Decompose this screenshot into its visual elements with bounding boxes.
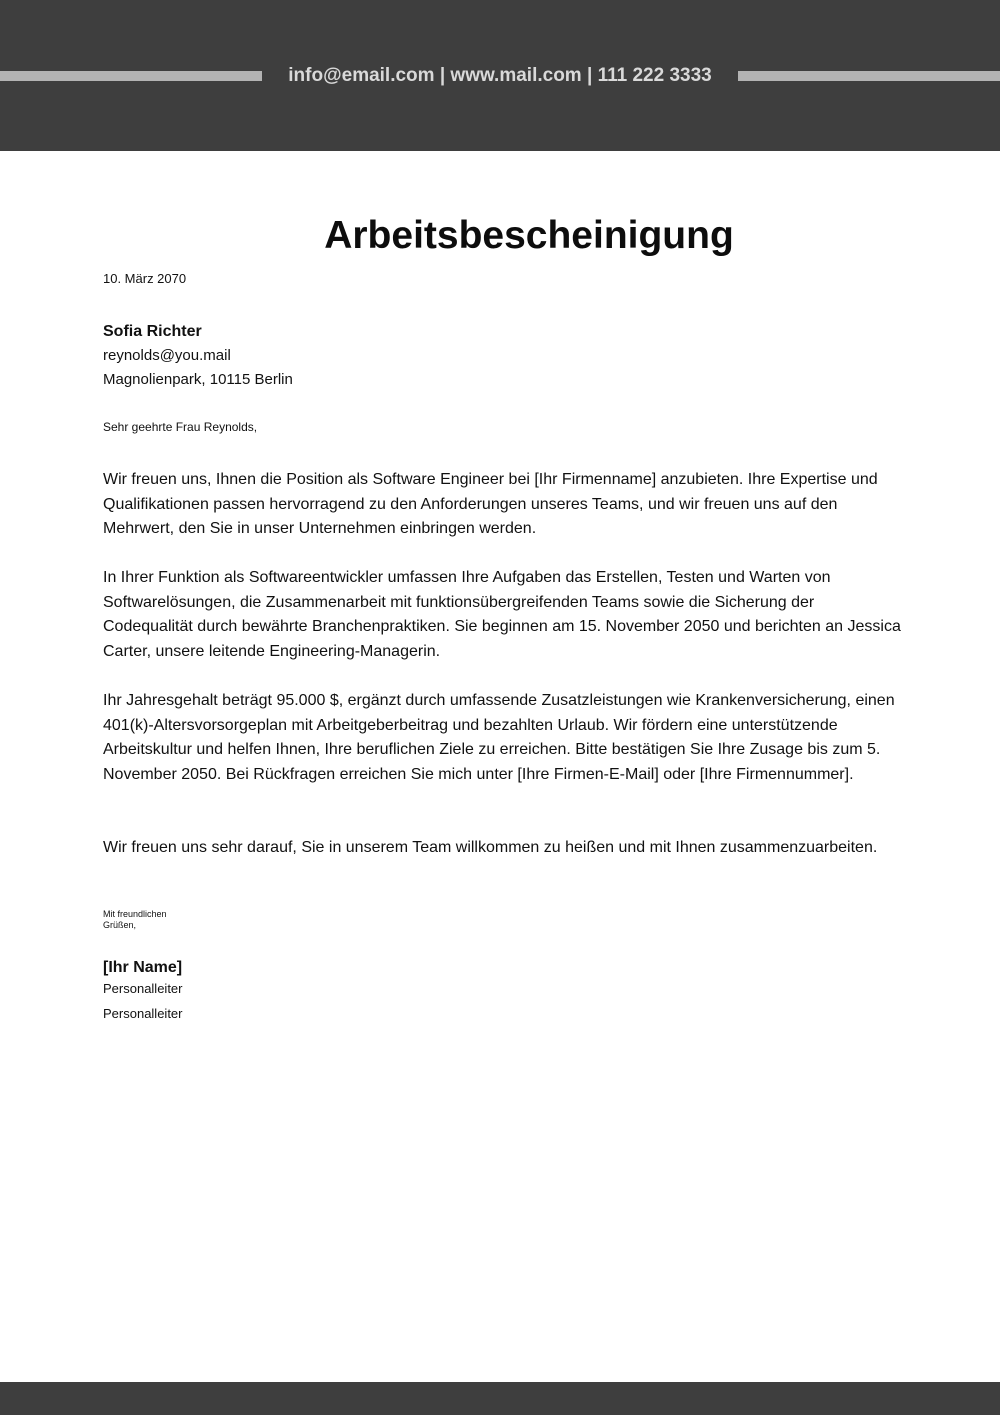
- recipient-name: Sofia Richter: [103, 323, 202, 340]
- body-paragraph-4: Wir freuen uns sehr darauf, Sie in unserem Team willkommen zu heißen und mit Ihnen zusammenzuarbeiten.: [103, 839, 878, 856]
- recipient-address: Magnolienpark, 10115 Berlin: [103, 371, 293, 388]
- recipient-email: reynolds@you.mail: [103, 347, 231, 364]
- footer-band: [0, 1382, 1000, 1415]
- closing: Mit freundlichen Grüßen,: [103, 909, 167, 930]
- salutation: Sehr geehrte Frau Reynolds,: [103, 420, 258, 434]
- header-band: [0, 0, 1000, 151]
- signature-title-2: Personalleiter: [103, 1006, 183, 1021]
- letter-date: 10. März 2070: [103, 271, 187, 286]
- body-paragraph-3: Ihr Jahresgehalt beträgt 95.000 $, ergänzt durch umfassende Zusatzleistungen wie Krankenversicherung, einen 401(k)-Altersvorsorgeplan mit Arbeitgeberbeitrag und bezahlten Urlaub. Wir fördern eine unterstützende Arbeitskultur und helfen Ihnen, Ihre beruflichen Ziele zu erreichen. Bitte bestätigen Sie Ihre Zusage bis zum 5. November 2050. Bei Rückfragen erreichen Sie mich unter [Ihre Firmen-E-Mail] oder [Ihre Firmennummer].: [103, 692, 895, 783]
- header-rule-right: [738, 71, 1000, 81]
- document-title: Arbeitsbescheinigung: [324, 214, 734, 257]
- signature-name: [Ihr Name]: [103, 959, 183, 976]
- contact-line: info@email.com | www.mail.com | 111 222 3333: [288, 65, 712, 86]
- body-paragraph-2: In Ihrer Funktion als Softwareentwickler umfassen Ihre Aufgaben das Erstellen, Testen und Warten von Softwarelösungen, die Zusammenarbeit mit funktionsübergreifenden Teams sowie die Sicherung der Codequalität durch bewährte Branchenpraktiken. Sie beginnen am 15. November 2050 und berichten an Jessica Carter, unsere leitende Engineering-Managerin.: [103, 569, 901, 660]
- body-paragraph-1: Wir freuen uns, Ihnen die Position als Software Engineer bei [Ihr Firmenname] anzubieten. Ihre Expertise und Qualifikationen passen hervorragend zu den Anforderungen unseres Teams, und wir freuen uns auf den Mehrwert, den Sie in unser Unternehmen einbringen werden.: [103, 471, 878, 537]
- header-rule-left: [0, 71, 262, 81]
- signature-title-1: Personalleiter: [103, 981, 183, 996]
